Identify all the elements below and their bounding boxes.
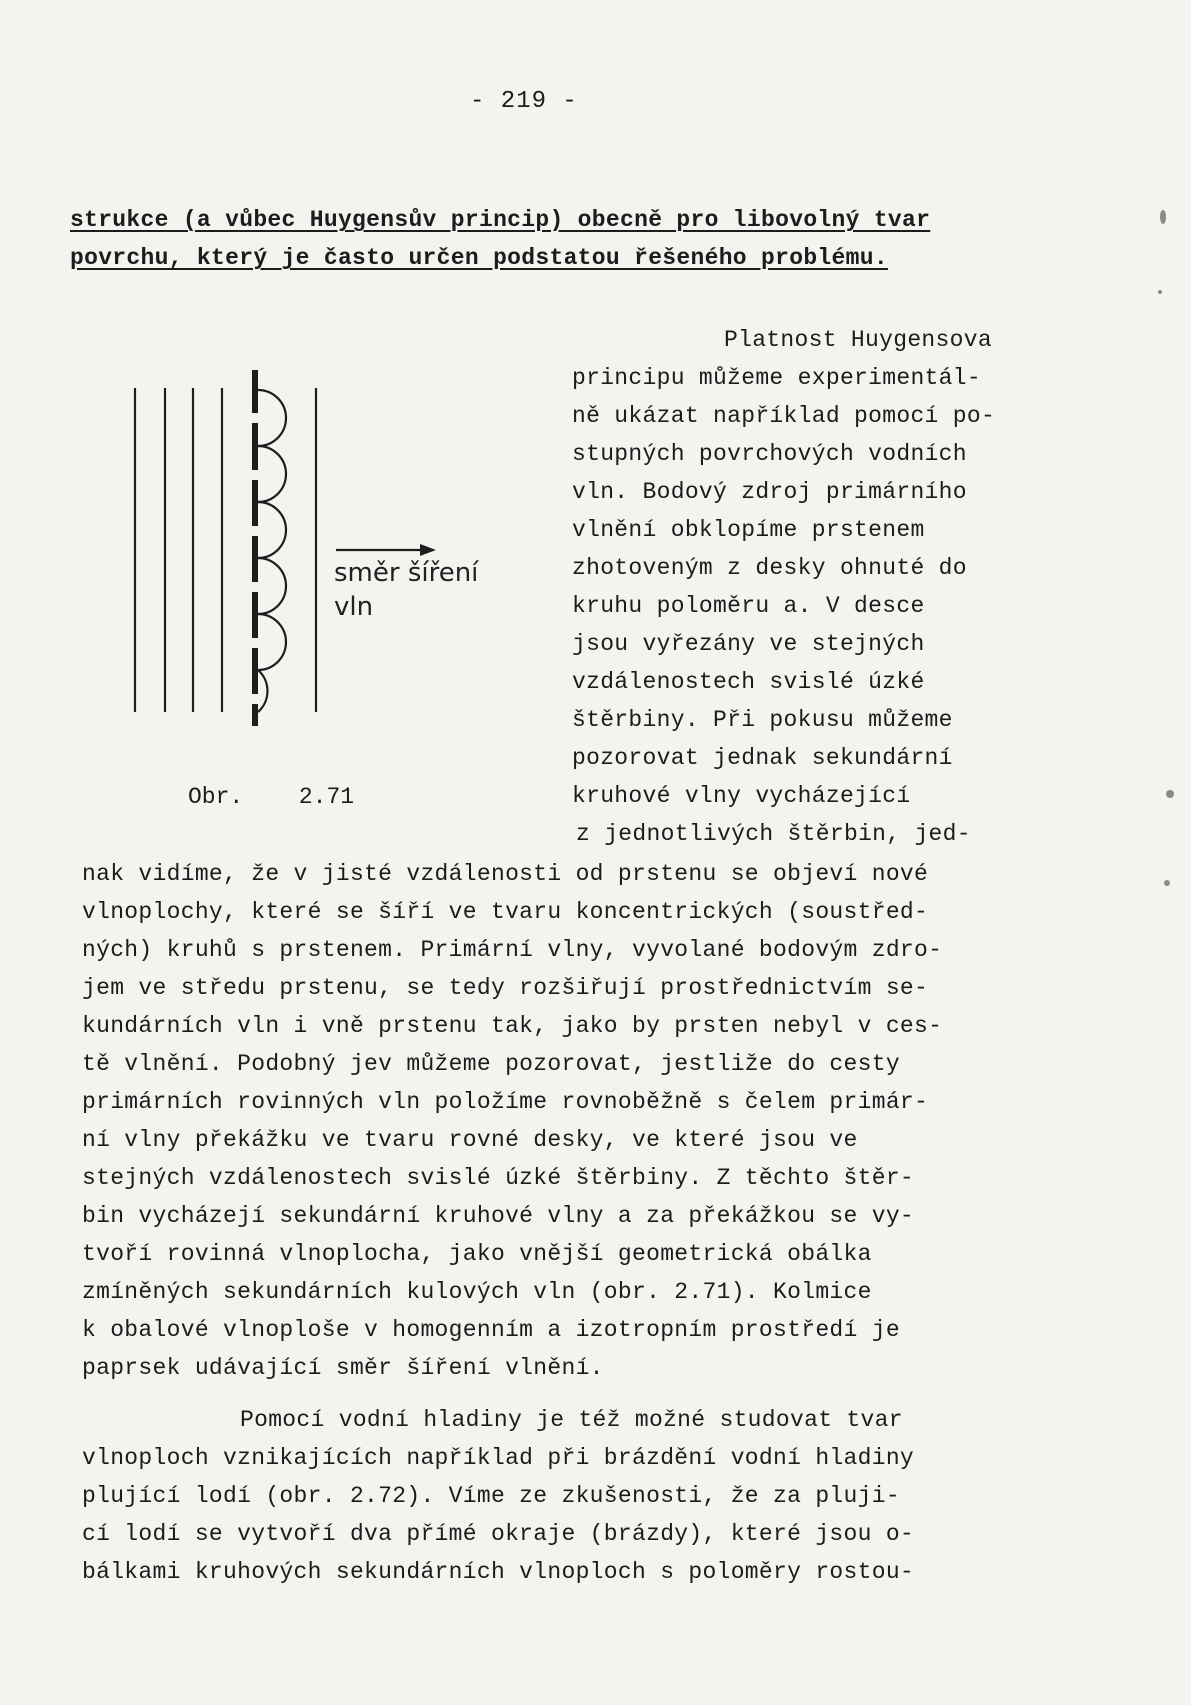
body-line-11: tvoří rovinná vlnoplocha, jako vnější geometrická obálka (82, 1241, 872, 1267)
side-line-5: vln. Bodový zdroj primárního (572, 479, 967, 505)
scan-speck (1160, 210, 1166, 224)
body-line-7: primárních rovinných vln položíme rovnoběžně s čelem primár- (82, 1089, 929, 1115)
body-line-4: jem ve středu prstenu, se tedy rozšiřují prostřednictvím se- (82, 975, 929, 1001)
figure-huygens-slits (120, 360, 520, 745)
para2-line-1: Pomocí vodní hladiny je též možné studovat tvar (240, 1407, 903, 1433)
body-line-10: bin vycházejí sekundární kruhové vlny a za překážkou se vy- (82, 1203, 915, 1229)
intro-line-2: povrchu, který je často určen podstatou řešeného problému. (70, 245, 888, 271)
figure-caption (188, 784, 354, 810)
body-line-9: stejných vzdálenostech svislé úzké štěrbiny. Z těchto štěr- (82, 1165, 915, 1191)
secondary-wavelet (258, 670, 267, 712)
para2-line-5: bálkami kruhových sekundárních vlnoploch s poloměry rostou- (82, 1559, 915, 1585)
arrow-label-line-1: směr šíření (334, 558, 479, 588)
caption-prefix: Obr. (188, 784, 244, 810)
side-line-1: Platnost Huygensova (724, 327, 992, 353)
body-line-1: nak vidíme, že v jisté vzdálenosti od prstenu se objeví nové (82, 861, 929, 887)
page-number: - 219 - (470, 88, 578, 115)
side-line-6: vlnění obklopíme prstenem (572, 517, 925, 543)
side-line-4: stupných povrchových vodních (572, 441, 967, 467)
body-line-2: vlnoplochy, které se šíří ve tvaru koncentrických (soustřed- (82, 899, 929, 925)
scan-speck (1166, 790, 1174, 798)
side-line-10: vzdálenostech svislé úzké (572, 669, 925, 695)
propagation-arrow-head (420, 544, 436, 556)
scan-speck (1164, 880, 1170, 886)
secondary-wavelet (258, 614, 286, 670)
huygens-diagram (120, 360, 520, 740)
body-line-5: kundárních vln i vně prstenu tak, jako by prsten nebyl v ces- (82, 1013, 943, 1039)
body-line-14: paprsek udávající směr šíření vlnění. (82, 1355, 604, 1381)
intro-line-1: strukce (a vůbec Huygensův princip) obecně pro libovolný tvar (70, 207, 931, 233)
side-line-7: zhotoveným z desky ohnuté do (572, 555, 967, 581)
side-line-14: z jednotlivých štěrbin, jed- (576, 821, 971, 847)
secondary-wavelet (258, 390, 286, 446)
body-line-8: ní vlny překážku ve tvaru rovné desky, ve které jsou ve (82, 1127, 858, 1153)
side-line-13: kruhové vlny vycházející (572, 783, 911, 809)
secondary-wavelet (258, 558, 286, 614)
side-line-11: štěrbiny. Při pokusu můžeme (572, 707, 953, 733)
side-line-8: kruhu poloměru a. V desce (572, 593, 925, 619)
side-line-9: jsou vyřezány ve stejných (572, 631, 925, 657)
secondary-wavelet (258, 446, 286, 502)
side-line-12: pozorovat jednak sekundární (572, 745, 953, 771)
arrow-label-line-2: vln (334, 592, 374, 622)
body-line-3: ných) kruhů s prstenem. Primární vlny, vyvolané bodovým zdro- (82, 937, 943, 963)
body-line-13: k obalové vlnoploše v homogenním a izotropním prostředí je (82, 1317, 900, 1343)
side-line-2: principu můžeme experimentál- (572, 365, 981, 391)
body-line-6: tě vlnění. Podobný jev můžeme pozorovat, jestliže do cesty (82, 1051, 900, 1077)
para2-line-4: cí lodí se vytvoří dva přímé okraje (brázdy), které jsou o- (82, 1521, 915, 1547)
para2-line-2: vlnoploch vznikajících například při brázdění vodní hladiny (82, 1445, 915, 1471)
body-line-12: zmíněných sekundárních kulových vln (obr. 2.71). Kolmice (82, 1279, 872, 1305)
side-line-3: ně ukázat například pomocí po- (572, 403, 996, 429)
caption-number: 2.71 (298, 784, 355, 810)
para2-line-3: plující lodí (obr. 2.72). Víme ze zkušenosti, že za pluji- (82, 1483, 900, 1509)
secondary-wavelet (258, 502, 286, 558)
scan-speck (1158, 290, 1162, 294)
